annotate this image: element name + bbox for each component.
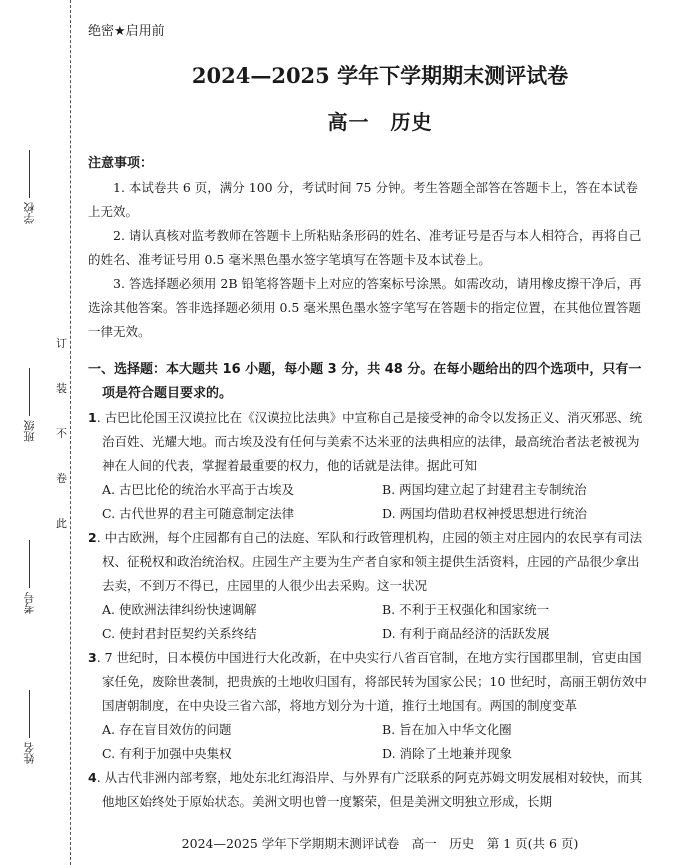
exam-no-field — [22, 540, 38, 614]
notice-heading: 注意事项： — [88, 156, 154, 171]
binding-char: 卷 — [56, 472, 67, 485]
exam-no-blank-line — [30, 540, 31, 588]
question-4 — [88, 766, 648, 814]
school-label: 学校 — [23, 202, 36, 224]
question-number: 3 — [88, 650, 97, 665]
secret-mark: 绝密★启用前 — [88, 24, 165, 39]
exam-content — [88, 152, 648, 814]
question-number: 2 — [88, 530, 97, 545]
school-field — [22, 150, 38, 224]
name-blank-line — [30, 690, 31, 738]
option-b: B. 旨在加入中华文化圈 — [382, 722, 512, 737]
option-a: A. 使欧洲法律纠纷快速调解 — [102, 602, 257, 617]
exam-subject: 高一 历史 — [327, 110, 433, 134]
option-b: B. 不利于王权强化和国家统一 — [382, 602, 550, 617]
question-number: 4 — [88, 770, 97, 785]
question-3 — [88, 646, 648, 766]
option-d: D. 消除了土地兼并现象 — [382, 746, 513, 761]
name-field — [22, 690, 38, 764]
notice-item: 1. 本试卷共 6 页，满分 100 分，考试时间 75 分钟。考生答题全部答在答题卡上，答在本试卷上无效。 — [88, 180, 638, 219]
binding-char: 不 — [56, 427, 67, 440]
question-1 — [88, 406, 648, 526]
school-blank-line — [30, 150, 31, 198]
option-a: A. 存在盲目效仿的问题 — [102, 722, 232, 737]
option-c: C. 有利于加强中央集权 — [102, 746, 232, 761]
class-label: 班级 — [23, 420, 36, 442]
question-stem: . 7 世纪时，日本模仿中国进行大化改新，在中央实行八省百官制，在地方实行国郡里制，官吏由国家任免，废除世袭制，把贵族的土地收归国有，将部民转为国家公民；10 世纪时，高丽王朝仿效中国唐朝制度，在中央设三省六部，将地方划分为十道，推行土地国有。两国的制度变革 — [96, 650, 647, 713]
question-number: 1 — [88, 410, 97, 425]
exam-no-label: 考号 — [23, 592, 36, 614]
question-stem: . 中古欧洲，每个庄园都有自己的法庭、军队和行政管理机构，庄园的领主对庄园内的农民享有司法权、征税权和政治统治权。庄园生产主要为生产者自家和领主提供生活资料，庄园的产品很少拿出去卖，不到万不得已，庄园里的人很少出去采购。这一状况 — [96, 530, 643, 593]
notice-item: 2. 请认真核对监考教师在答题卡上所粘贴条形码的姓名、准考证号是否与本人相符合，再将自己的姓名、准考证号用 0.5 毫米黑色墨水签字笔填写在答题卡及本试卷上。 — [88, 228, 642, 267]
class-field — [22, 368, 38, 442]
option-c: C. 古代世界的君主可随意制定法律 — [102, 506, 295, 521]
section-heading: 一、选择题：本大题共 16 小题，每小题 3 分，共 48 分。在每小题给出的四个选项中，只有一项是符合题目要求的。 — [88, 362, 642, 401]
question-2 — [88, 526, 648, 646]
option-c: C. 使封君封臣契约关系终结 — [102, 626, 257, 641]
question-stem: . 从古代非洲内部考察，地处东北红海沿岸、与外界有广泛联系的阿克苏姆文明发展相对较快，而其他地区始终处于原始状态。美洲文明也曾一度繁荣，但是美洲文明独立形成，长期 — [96, 770, 643, 809]
option-a: A. 古巴比伦的统治水平高于古埃及 — [102, 482, 294, 497]
question-stem: . 古巴比伦国王汉谟拉比在《汉谟拉比法典》中宣称自己是接受神的命令以发扬正义、消灭邪恶、统治百姓、光耀大地。而古埃及没有任何与美索不达米亚的法典相应的法律，最高统治者法老被视为神在人间的代表，掌握着最重要的权力，他的话就是法律。据此可知 — [96, 410, 643, 473]
class-blank-line — [30, 368, 31, 416]
option-b: B. 两国均建立起了封建君主专制统治 — [382, 482, 587, 497]
option-d: D. 两国均借助君权神授思想进行统治 — [382, 506, 588, 521]
binding-dashed-line — [70, 0, 71, 865]
binding-char: 装 — [56, 382, 67, 395]
binding-char: 订 — [56, 337, 67, 350]
name-label: 姓名 — [23, 742, 36, 764]
notice-item: 3. 答选择题必须用 2B 铅笔将答题卡上对应的答案标号涂黑。如需改动，请用橡皮擦干净后，再选涂其他答案。答非选择题必须用 0.5 毫米黑色墨水签字笔写在答题卡的指定位置，在其他位置答题一律无效。 — [88, 276, 642, 339]
exam-title: 2024—2025 学年下学期期末测评试卷 — [191, 63, 569, 88]
page-footer: 2024—2025 学年下学期期末测评试卷 高一 历史 第 1 页(共 6 页) — [181, 836, 579, 851]
binding-char: 此 — [56, 517, 67, 530]
option-d: D. 有利于商品经济的活跃发展 — [382, 626, 550, 641]
